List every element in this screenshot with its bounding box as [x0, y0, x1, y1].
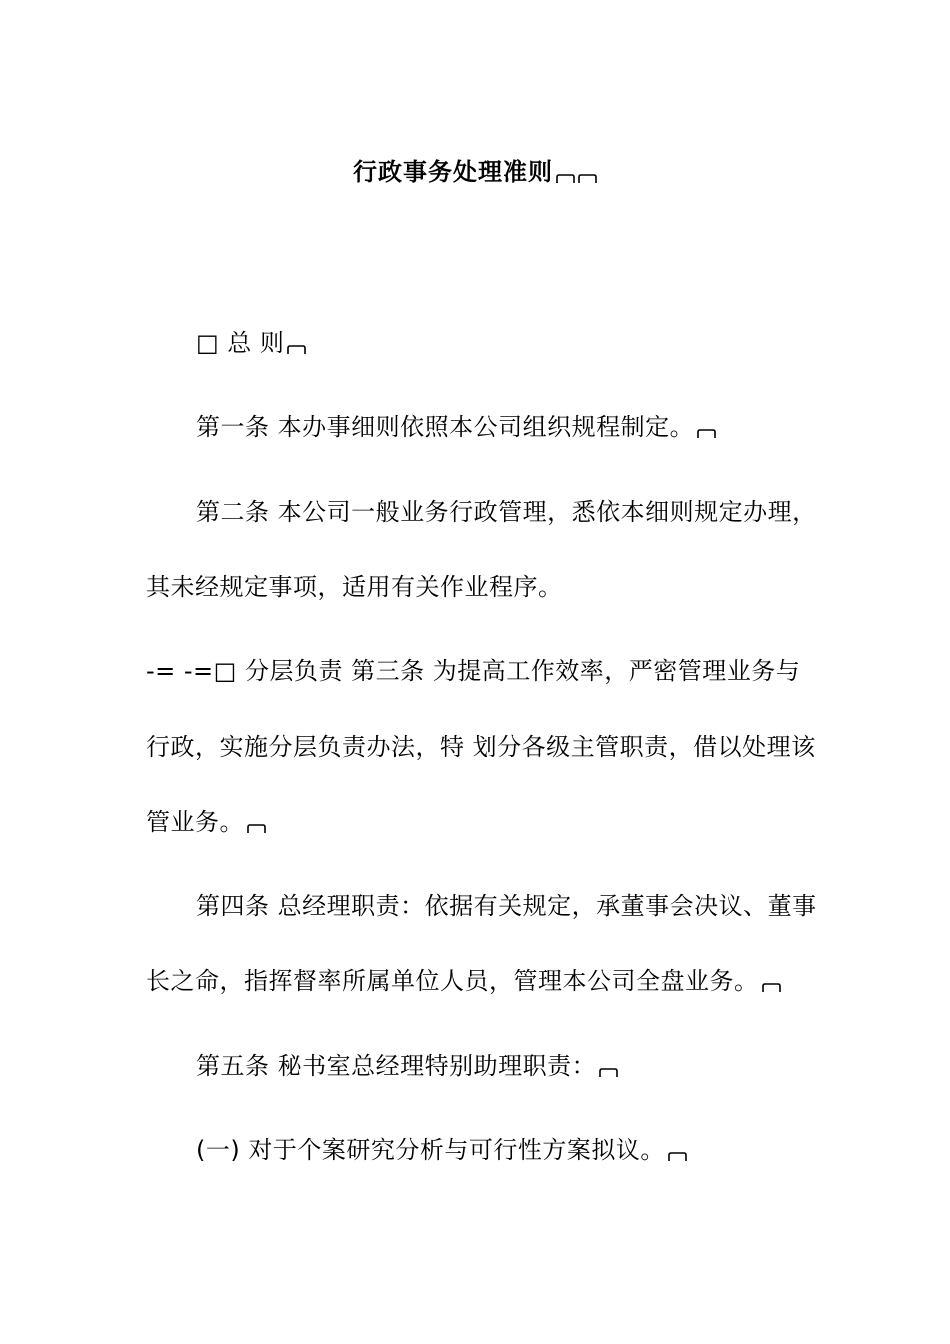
- line-text: 第五条 秘书室总经理特别助理职责：: [196, 1052, 597, 1080]
- paragraph-mark-icon: [697, 429, 716, 438]
- line-text: -= -=□ 分层负责 第三条 为提高工作效率，严密管理业务与: [146, 657, 801, 685]
- article-5-item-1: [196, 1134, 687, 1166]
- paragraph-mark-icon: [599, 1068, 618, 1077]
- article-2-line-2: [146, 571, 563, 603]
- article-5: [196, 1050, 618, 1082]
- line-text: 其未经规定事项，适用有关作业程序。: [146, 573, 563, 601]
- section-heading-general: [196, 327, 306, 359]
- line-text: 第四条 总经理职责：依据有关规定，承董事会决议、董事: [196, 892, 817, 920]
- article-3-line-3: [146, 806, 266, 838]
- article-3-line-2: [146, 731, 816, 763]
- document-title: [0, 156, 950, 188]
- paragraph-mark-icon: [556, 174, 575, 183]
- line-text: 行政，实施分层负责办法，特 划分各级主管职责，借以处理该: [146, 733, 816, 761]
- line-text: 长之命，指挥督率所属单位人员，管理本公司全盘业务。: [146, 967, 759, 995]
- line-text: 第一条 本办事细则依照本公司组织规程制定。: [196, 413, 695, 441]
- paragraph-mark-icon: [247, 824, 266, 833]
- article-1: [196, 411, 716, 443]
- paragraph-mark-icon: [578, 174, 597, 183]
- article-3-line-1: [146, 655, 800, 687]
- line-text: 第二条 本公司一般业务行政管理，悉依本细则规定办理，: [196, 498, 817, 526]
- line-text: (一) 对于个案研究分析与可行性方案拟议。: [196, 1136, 665, 1164]
- paragraph-mark-icon: [668, 1152, 687, 1161]
- article-4-line-1: [196, 890, 817, 922]
- article-4-line-2: [146, 965, 781, 997]
- title-text: 行政事务处理准则: [353, 158, 553, 186]
- line-text: □ 总 则: [196, 329, 285, 357]
- article-2-line-1: [196, 496, 817, 528]
- paragraph-mark-icon: [287, 345, 306, 354]
- line-text: 管业务。: [146, 808, 244, 836]
- paragraph-mark-icon: [762, 983, 781, 992]
